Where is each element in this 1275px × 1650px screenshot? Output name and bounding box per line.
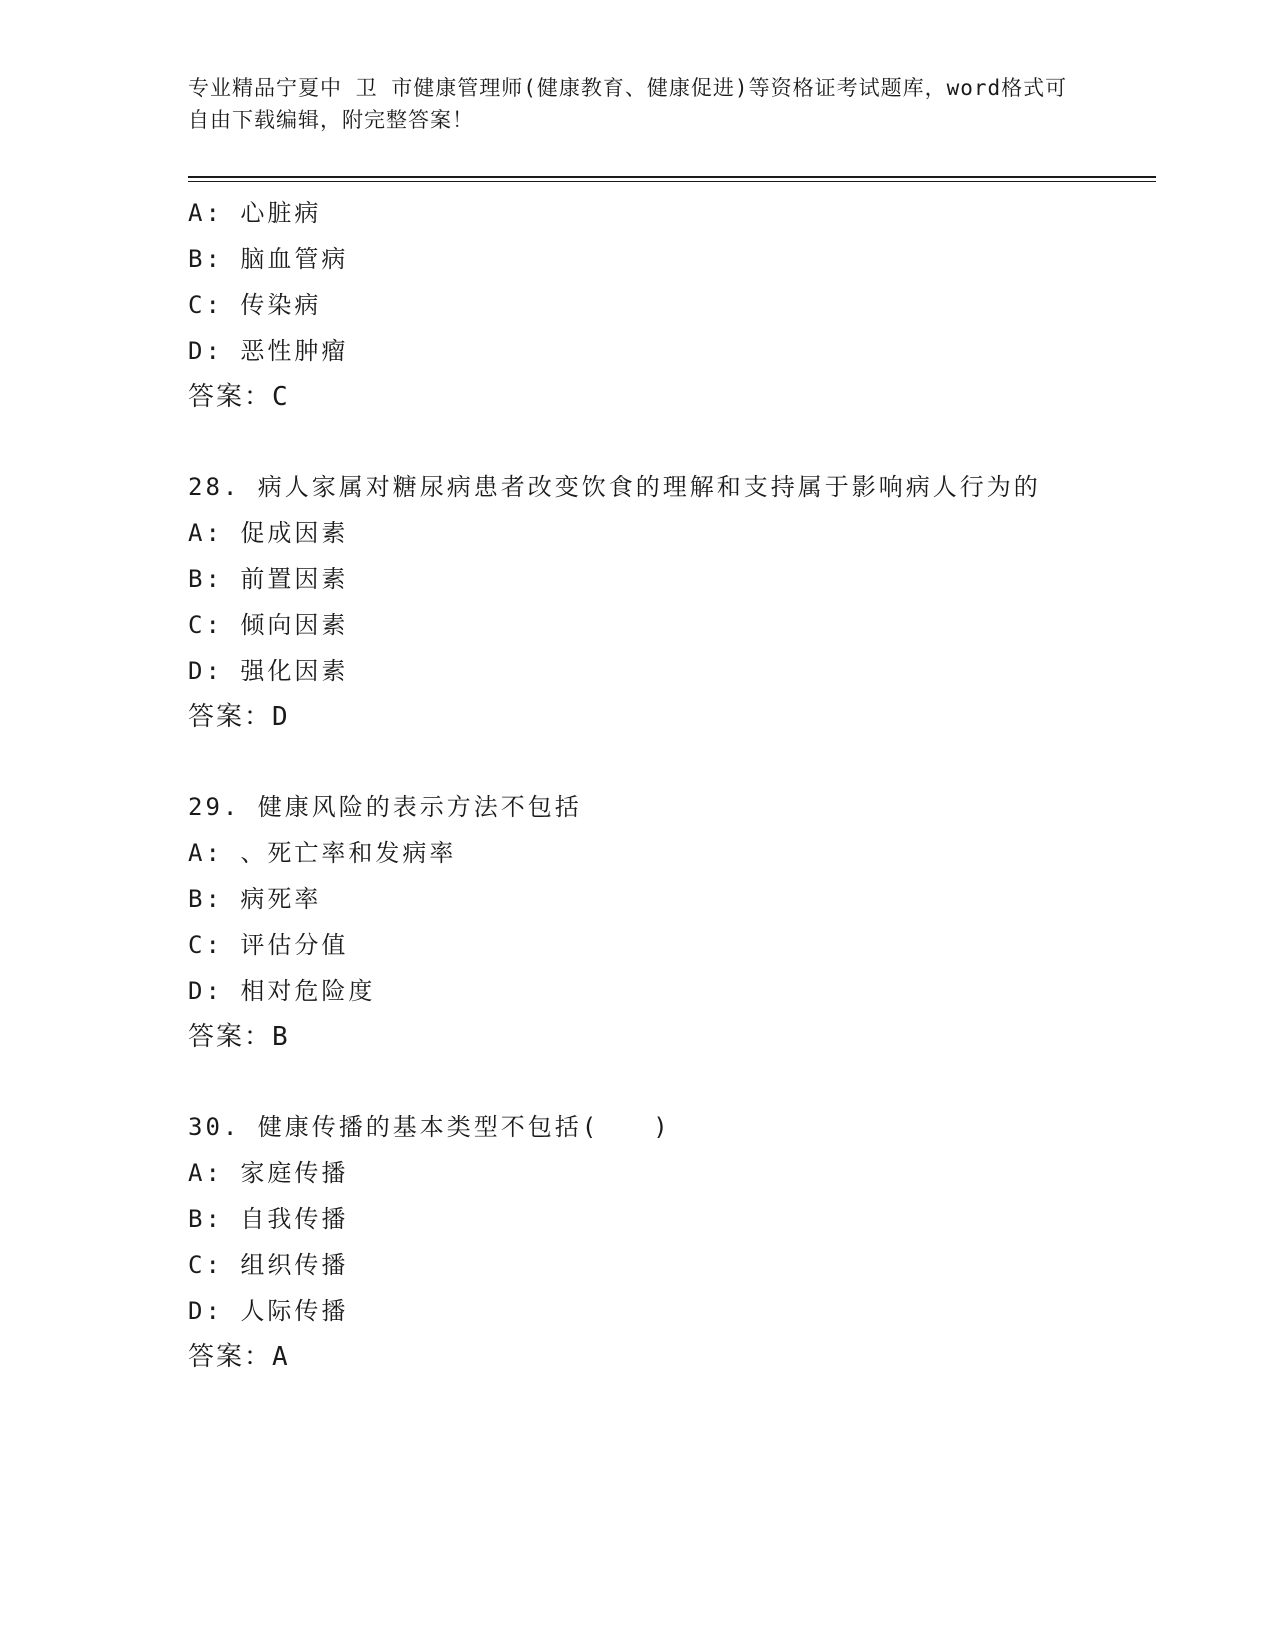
header-divider xyxy=(188,176,1156,182)
spacer xyxy=(188,740,1088,784)
question-28-block xyxy=(188,464,1088,740)
question-27-option-d: D: 恶性肿瘤 xyxy=(188,337,349,365)
question-27-option-c: C: 传染病 xyxy=(188,291,322,319)
question-27-block xyxy=(188,190,1088,420)
question-30-answer: 答案：A xyxy=(188,1342,290,1372)
question-30-option-c: C: 组织传播 xyxy=(188,1251,349,1279)
question-30-option-b: B: 自我传播 xyxy=(188,1205,349,1233)
header-intro-text: 专业精品宁夏中 卫 市健康管理师(健康教育、健康促进)等资格证考试题库，word格式可自由下载编辑，附完整答案！ xyxy=(188,76,1068,132)
question-30-option-a: A: 家庭传播 xyxy=(188,1159,349,1187)
question-30-option-d: D: 人际传播 xyxy=(188,1297,349,1325)
question-29-option-a: A: 、死亡率和发病率 xyxy=(188,839,457,867)
question-27-option-a: A: 心脏病 xyxy=(188,199,322,227)
question-28-option-c: C: 倾向因素 xyxy=(188,611,349,639)
question-29-option-c: C: 评估分值 xyxy=(188,931,349,959)
question-29-answer: 答案：B xyxy=(188,1022,290,1052)
question-list xyxy=(188,190,1088,1380)
question-28-stem: 28. 病人家属对糖尿病患者改变饮食的理解和支持属于影响病人行为的 xyxy=(188,473,1041,501)
question-29-option-b: B: 病死率 xyxy=(188,885,322,913)
spacer xyxy=(188,420,1088,464)
question-28-option-d: D: 强化因素 xyxy=(188,657,349,685)
question-27-answer: 答案：C xyxy=(188,382,290,412)
question-28-option-b: B: 前置因素 xyxy=(188,565,349,593)
question-29-stem: 29. 健康风险的表示方法不包括 xyxy=(188,793,582,821)
question-28-answer: 答案：D xyxy=(188,702,290,732)
question-28-option-a: A: 促成因素 xyxy=(188,519,349,547)
spacer xyxy=(188,1060,1088,1104)
question-27-option-b: B: 脑血管病 xyxy=(188,245,349,273)
question-29-option-d: D: 相对危险度 xyxy=(188,977,376,1005)
question-30-stem: 30. 健康传播的基本类型不包括( ) xyxy=(188,1113,671,1141)
question-30-block xyxy=(188,1104,1088,1380)
question-29-block xyxy=(188,784,1088,1060)
